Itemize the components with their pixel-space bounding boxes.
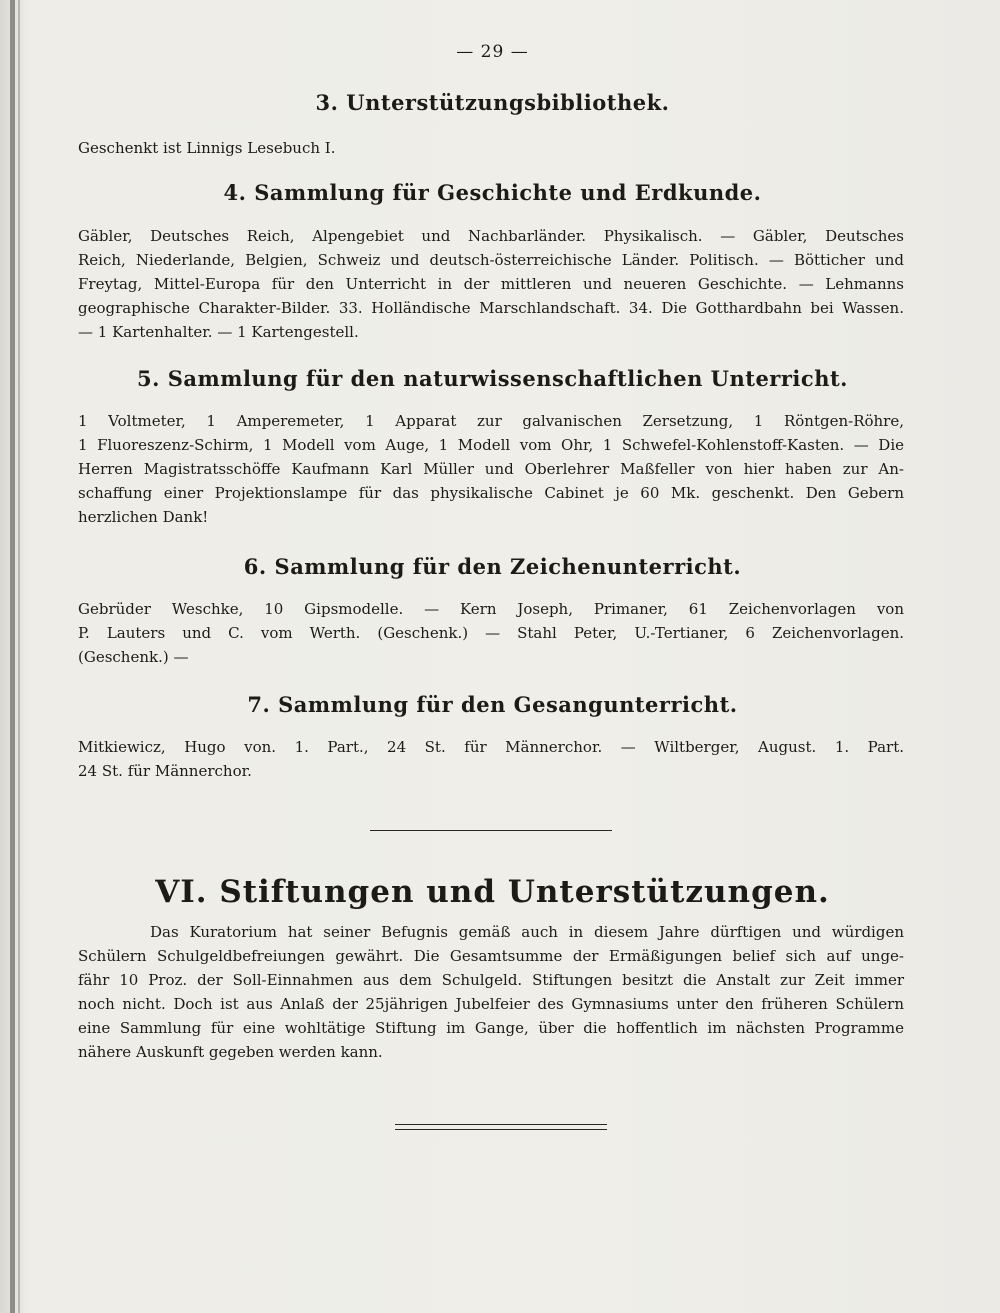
paragraph-geschichte-erdkunde bbox=[78, 224, 904, 344]
paragraph-gesangunterricht bbox=[78, 735, 904, 783]
text-line: P. Lauters und C. vom Werth. (Geschenk.) — Stahl Peter, U.-Tertianer, 6 Zeichenvorlagen. bbox=[78, 624, 904, 642]
end-rule-top bbox=[395, 1124, 607, 1125]
text-line: Reich, Niederlande, Belgien, Schweiz und deutsch-österreichische Länder. Politisch. — Bötticher und bbox=[78, 251, 904, 269]
text-line: 24 St. für Männerchor. bbox=[78, 762, 252, 780]
paragraph-zeichenunterricht bbox=[78, 597, 904, 669]
text-line: nähere Auskunft gegeben werden kann. bbox=[78, 1043, 383, 1061]
text-line: noch nicht. Doch ist aus Anlaß der 25jährigen Jubelfeier des Gymnasiums unter den früheren Schülern bbox=[78, 995, 904, 1013]
paragraph-naturwissenschaft bbox=[78, 409, 904, 529]
text-line: — 1 Kartenhalter. — 1 Kartengestell. bbox=[78, 323, 359, 341]
text-line: Das Kuratorium hat seiner Befugnis gemäß auch in diesem Jahre dürftigen und würdigen bbox=[150, 923, 904, 941]
heading-stiftungen: VI. Stiftungen und Unterstützungen. bbox=[155, 874, 830, 910]
text-line: 1 Voltmeter, 1 Amperemeter, 1 Apparat zur galvanischen Zersetzung, 1 Röntgen-Röhre, bbox=[78, 412, 904, 430]
text-line: Schülern Schulgeldbefreiungen gewährt. Die Gesamtsumme der Ermäßigungen belief sich auf unge- bbox=[78, 947, 904, 965]
heading-zeichenunterricht: 6. Sammlung für den Zeichenunterricht. bbox=[243, 554, 742, 579]
text-line: Geschenkt ist Linnigs Lesebuch I. bbox=[78, 139, 336, 157]
heading-unterstuetzungsbibliothek: 3. Unterstützungsbibliothek. bbox=[315, 90, 670, 115]
text-line: fähr 10 Proz. der Soll-Einnahmen aus dem Schulgeld. Stiftungen besitzt die Anstalt zur Zeit immer bbox=[78, 971, 904, 989]
end-rule-bottom bbox=[395, 1129, 607, 1130]
paragraph-unterstuetzungsbibliothek bbox=[78, 136, 904, 160]
text-line: geographische Charakter-Bilder. 33. Holländische Marschlandschaft. 34. Die Gotthardbahn bei Wassen. bbox=[78, 299, 904, 317]
text-line: Mitkiewicz, Hugo von. 1. Part., 24 St. für Männerchor. — Wiltberger, August. 1. Part. bbox=[78, 738, 904, 756]
heading-gesangunterricht: 7. Sammlung für den Gesangunterricht. bbox=[247, 692, 738, 717]
paragraph-stiftungen bbox=[78, 920, 904, 1064]
text-line: Gäbler, Deutsches Reich, Alpengebiet und Nachbarländer. Physikalisch. — Gäbler, Deutsches bbox=[78, 227, 904, 245]
text-line: Herren Magistratsschöffe Kaufmann Karl Müller und Oberlehrer Maßfeller von hier haben zur An- bbox=[78, 460, 904, 478]
text-line: herzlichen Dank! bbox=[78, 508, 209, 526]
page-number: — 29 — bbox=[456, 42, 529, 62]
text-line: 1 Fluoreszenz-Schirm, 1 Modell vom Auge, 1 Modell vom Ohr, 1 Schwefel-Kohlenstoff-Kasten. — Die bbox=[78, 436, 904, 454]
text-line: Freytag, Mittel-Europa für den Unterricht in der mittleren und neueren Geschichte. — Lehmanns bbox=[78, 275, 904, 293]
heading-geschichte-erdkunde: 4. Sammlung für Geschichte und Erdkunde. bbox=[223, 180, 762, 205]
section-divider bbox=[370, 830, 612, 831]
text-line: Gebrüder Weschke, 10 Gipsmodelle. — Kern Joseph, Primaner, 61 Zeichenvorlagen von bbox=[78, 600, 904, 618]
heading-naturwissenschaft: 5. Sammlung für den naturwissenschaftlichen Unterricht. bbox=[137, 366, 848, 391]
text-line: schaffung einer Projektionslampe für das physikalische Cabinet je 60 Mk. geschenkt. Den Gebern bbox=[78, 484, 904, 502]
text-line: eine Sammlung für eine wohltätige Stiftung im Gange, über die hoffentlich im nächsten Programme bbox=[78, 1019, 904, 1037]
text-line: (Geschenk.) — bbox=[78, 648, 189, 666]
